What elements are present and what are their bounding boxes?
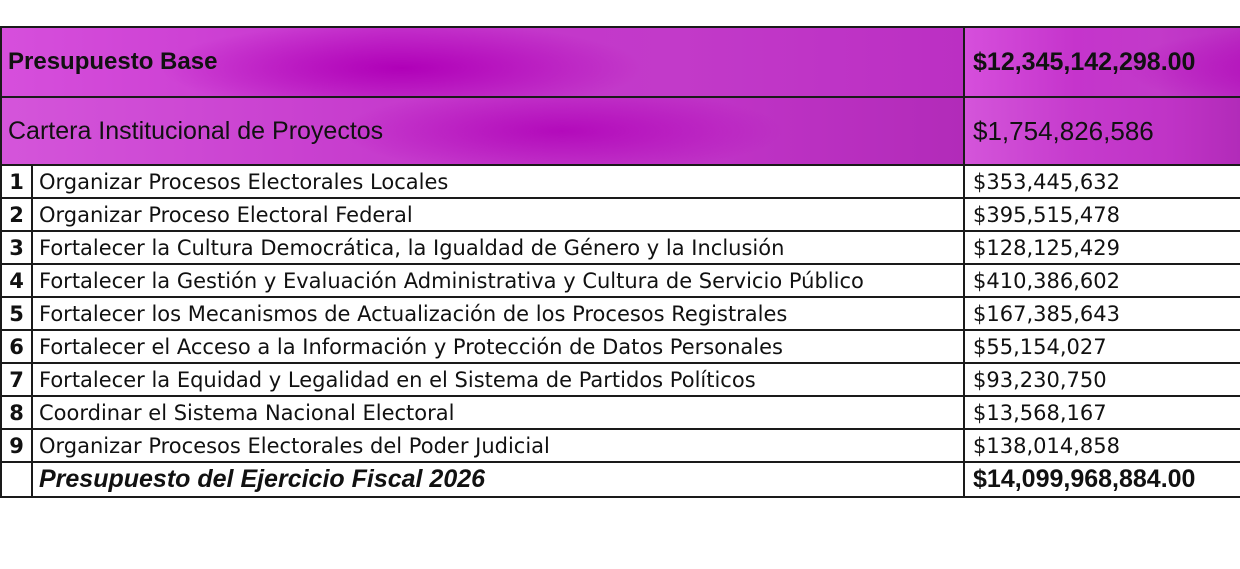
project-amount: $410,386,602 bbox=[964, 264, 1240, 297]
table-row bbox=[1, 231, 1240, 264]
project-amount: $138,014,858 bbox=[964, 429, 1240, 462]
table-row bbox=[1, 165, 1240, 198]
presupuesto-base-amount: $12,345,142,298.00 bbox=[964, 27, 1240, 97]
total-label: Presupuesto del Ejercicio Fiscal 2026 bbox=[32, 462, 964, 497]
table-row bbox=[1, 363, 1240, 396]
table-row bbox=[1, 330, 1240, 363]
total-amount: $14,099,968,884.00 bbox=[964, 462, 1240, 497]
cartera-row bbox=[1, 97, 1240, 165]
project-amount: $55,154,027 bbox=[964, 330, 1240, 363]
cropped-text-line bbox=[0, 0, 1240, 26]
table-row bbox=[1, 396, 1240, 429]
row-number: 7 bbox=[1, 363, 32, 396]
total-empty-cell bbox=[1, 462, 32, 497]
row-number: 9 bbox=[1, 429, 32, 462]
project-name: Fortalecer la Gestión y Evaluación Administrativa y Cultura de Servicio Público bbox=[32, 264, 964, 297]
budget-table bbox=[0, 26, 1240, 498]
row-number: 8 bbox=[1, 396, 32, 429]
project-name: Fortalecer la Cultura Democrática, la Igualdad de Género y la Inclusión bbox=[32, 231, 964, 264]
project-name: Organizar Proceso Electoral Federal bbox=[32, 198, 964, 231]
project-name: Organizar Procesos Electorales Locales bbox=[32, 165, 964, 198]
project-name: Fortalecer los Mecanismos de Actualización de los Procesos Registrales bbox=[32, 297, 964, 330]
project-amount: $167,385,643 bbox=[964, 297, 1240, 330]
table-row bbox=[1, 198, 1240, 231]
project-amount: $128,125,429 bbox=[964, 231, 1240, 264]
project-amount: $13,568,167 bbox=[964, 396, 1240, 429]
row-number: 6 bbox=[1, 330, 32, 363]
project-name: Organizar Procesos Electorales del Poder Judicial bbox=[32, 429, 964, 462]
row-number: 2 bbox=[1, 198, 32, 231]
row-number: 5 bbox=[1, 297, 32, 330]
table-row bbox=[1, 297, 1240, 330]
table-row bbox=[1, 429, 1240, 462]
project-name: Coordinar el Sistema Nacional Electoral bbox=[32, 396, 964, 429]
project-amount: $353,445,632 bbox=[964, 165, 1240, 198]
project-name: Fortalecer la Equidad y Legalidad en el Sistema de Partidos Políticos bbox=[32, 363, 964, 396]
total-row bbox=[1, 462, 1240, 497]
project-name: Fortalecer el Acceso a la Información y Protección de Datos Personales bbox=[32, 330, 964, 363]
project-amount: $395,515,478 bbox=[964, 198, 1240, 231]
row-number: 3 bbox=[1, 231, 32, 264]
project-amount: $93,230,750 bbox=[964, 363, 1240, 396]
table-row bbox=[1, 264, 1240, 297]
cartera-label: Cartera Institucional de Proyectos bbox=[1, 97, 964, 165]
presupuesto-base-label: Presupuesto Base bbox=[1, 27, 964, 97]
cartera-amount: $1,754,826,586 bbox=[964, 97, 1240, 165]
row-number: 4 bbox=[1, 264, 32, 297]
row-number: 1 bbox=[1, 165, 32, 198]
presupuesto-base-row bbox=[1, 27, 1240, 97]
